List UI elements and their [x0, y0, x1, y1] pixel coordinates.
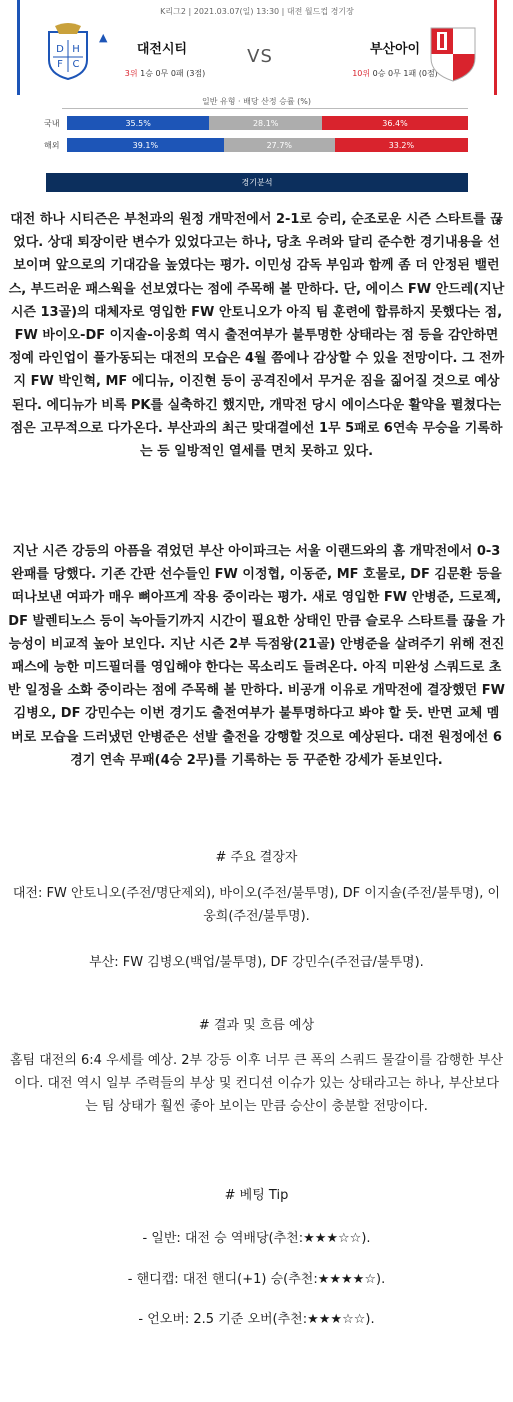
away-rank: 10위: [352, 69, 371, 78]
tip-handicap: - 핸디캡: 대전 핸디(+1) 승(추천:★★★★☆).: [127, 1272, 386, 1287]
overseas-home-segment: 39.1%: [67, 138, 224, 152]
home-team-record: [110, 68, 220, 79]
tip-general: - 일반: 대전 승 역배당(추천:★★★☆☆).: [142, 1231, 371, 1246]
away-team-name: 부산아이: [369, 42, 421, 57]
stats-bar-overseas: [67, 138, 468, 152]
overseas-away-segment: 33.2%: [335, 138, 468, 152]
svg-text:F: F: [57, 59, 63, 70]
svg-text:C: C: [72, 59, 80, 70]
home-record-text: 1승 0무 0패 (3점): [140, 69, 206, 78]
stats-divider: [62, 108, 468, 109]
result-heading: # 결과 및 흐름 예상: [198, 1018, 315, 1033]
home-team-name: 대전시티: [136, 42, 188, 57]
tip-heading: # 베팅 Tip: [224, 1188, 289, 1203]
busan-crest-icon: [428, 24, 478, 82]
stats-row-label-overseas: 해외: [44, 141, 60, 150]
absent-away: 부산: FW 김병오(백업/불투명), DF 강민수(주전급/불투명).: [89, 955, 424, 970]
domestic-draw-segment: 28.1%: [209, 116, 322, 130]
stats-title: 일반 유형 · 배당 산정 승률 (%): [202, 97, 311, 106]
home-rank: 3위: [124, 69, 138, 78]
absent-heading: # 주요 결장자: [215, 850, 298, 865]
stats-bar-domestic: [67, 116, 468, 130]
absent-home: 대전: FW 안토니오(주전/명단제외), 바이오(주전/불투명), DF 이지솔(주전/불투명), 이웅희(주전/불투명).: [12, 886, 501, 925]
stats-row-label-domestic: 국내: [44, 119, 60, 128]
away-record-text: 0승 0무 1패 (0점): [372, 69, 438, 78]
match-meta: K리그2 | 2021.03.07(일) 13:30 | 대전 월드컵 경기장: [160, 7, 354, 16]
domestic-away-segment: 36.4%: [322, 116, 468, 130]
daejeon-crest-icon: [45, 22, 91, 80]
home-icon: ▲: [99, 31, 108, 44]
analysis-tab: 경기분석: [46, 173, 468, 192]
home-team-analysis: 대전 하나 시티즌은 부천과의 원정 개막전에서 2-1로 승리, 순조로운 시즌 스타트를 끊었다. 상대 퇴장이란 변수가 있었다고는 하나, 당초 우려와 달리 준수한 경기내용을 선보이며 앞으로의 기대감을 높였다는 평가. 이민성 감독 부임과 함께 좀 더 안정된 밸런스, 부드러운 패스웍을 선보였다는 점에 주목해 볼 만하다. 단, 에이스 FW 안드레(지난 시즌 13골)의 대체자로 영입한 FW 안토니오가 아직 팀 훈련에 합류하지 못했다는 점, FW 바이오-DF 이지솔-이웅희 역시 출전여부가 불투명한 상태라는 점 등을 감안하면 정예 라인업이 풀가동되는 대전의 모습은 4월 쯤에나 감상할 수 있을 전망이다. 그 전까지 FW 박인혁, MF 에디뉴, 이진현 등이 공격진에서 무거운 짐을 짊어질 것으로 예상된다. 에디뉴가 비록 PK를 실축하긴 했지만, 개막전 당시 에이스다운 활약을 펼쳤다는 점은 고무적으로 다가온다. 부산과의 최근 맞대결에선 1무 5패로 6연속 무승을 기록하는 등 일방적인 열세를 면치 못하고 있다.: [8, 212, 505, 460]
tip-overunder: - 언오버: 2.5 기준 오버(추천:★★★☆☆).: [138, 1312, 375, 1327]
vs-label: VS: [247, 46, 273, 67]
result-text: 홈팀 대전의 6:4 우세를 예상. 2부 강등 이후 너무 큰 폭의 스쿼드 물갈이를 감행한 부산이다. 대전 역시 일부 주력들의 부상 및 컨디션 이슈가 있는 상태라고는 하나, 부산보다는 팀 상태가 훨씬 좋아 보이는 만큼 승산이 충분할 전망이다.: [9, 1053, 504, 1115]
svg-text:H: H: [72, 44, 80, 55]
svg-text:D: D: [56, 44, 64, 55]
match-header: [17, 0, 497, 95]
overseas-draw-segment: 27.7%: [224, 138, 335, 152]
domestic-home-segment: 35.5%: [67, 116, 209, 130]
away-team-analysis: 지난 시즌 강등의 아픔을 겪었던 부산 아이파크는 서울 이랜드와의 홈 개막전에서 0-3 완패를 당했다. 기존 간판 선수들인 FW 이정협, 이동준, MF 호물로, DF 김문환 등을 떠나보낸 여파가 매우 뼈아프게 작용 중이라는 평가. 새로 영입한 FW 안병준, 드로젝, DF 발렌티노스 등이 녹아들기까지 시간이 필요한 상태인 만큼 슬로우 스타트를 끊을 가능성이 비교적 높아 보인다. 지난 시즌 2부 득점왕(21골) 안병준을 살려주기 위해 전진패스에 능한 미드필더를 영입해야 한다는 목소리도 들려온다. 아직 미완성 스쿼드로 초반 일정을 소화 중이라는 점에 주목해 볼 만하다. 비공개 이유로 개막전에 결장했던 FW 김병오, DF 강민수는 이번 경기도 출전여부가 불투명하다고 봐야 할 듯. 반면 교체 멤버로 모습을 드러냈던 안병준은 선발 출전을 강행할 것으로 예상된다. 대전 원정에선 6경기 연속 무패(4승 2무)를 기록하는 등 꾸준한 강세가 돋보인다.: [8, 544, 505, 768]
